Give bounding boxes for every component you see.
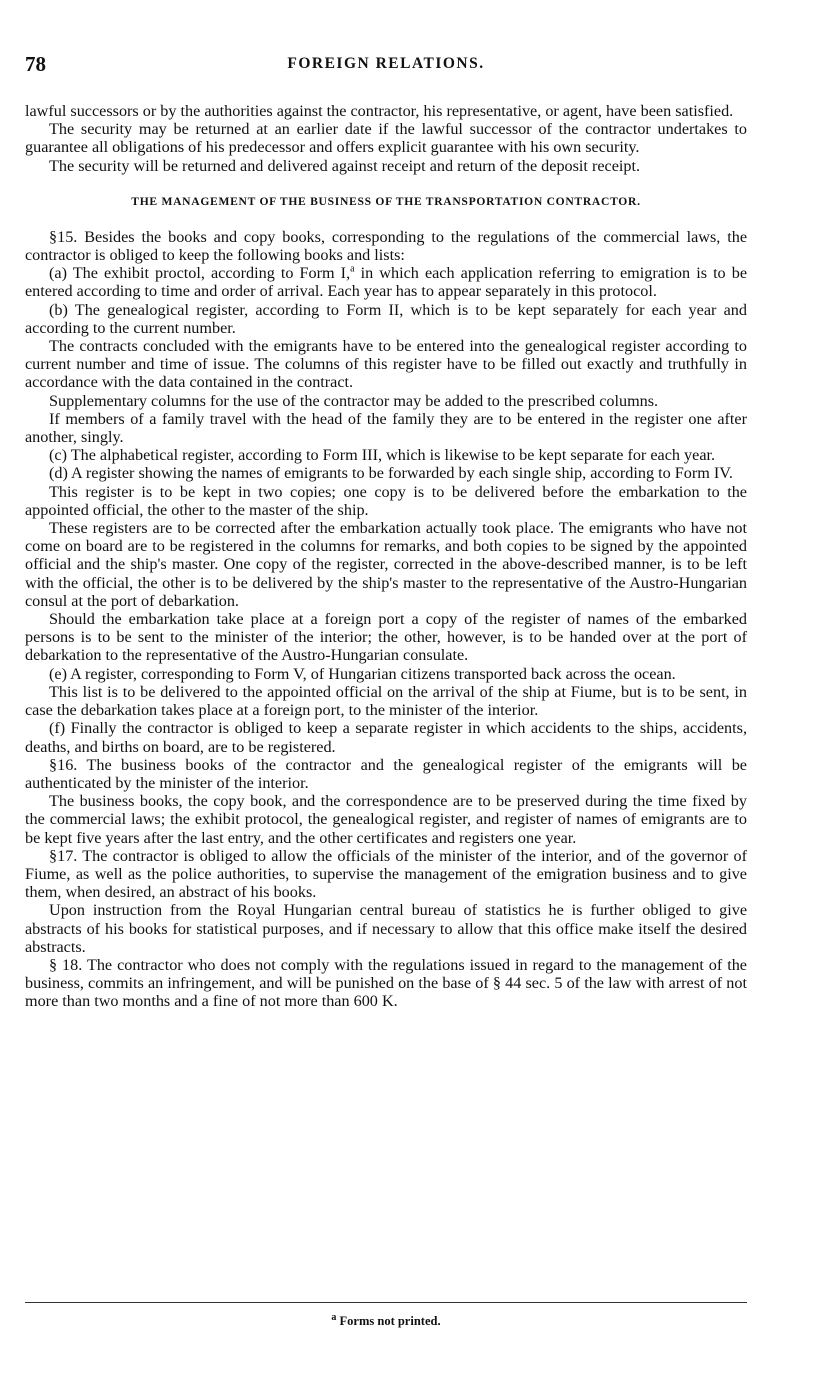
paragraph-section-17: §17. The contractor is obliged to allow the officials of the minister of the interior, and of the governor of Fiume, as well as the police authorities, to supervise the management of the emigration business and to give them, when desired, an abstract of his books. <box>25 846 747 902</box>
paragraph: Supplementary columns for the use of the contractor may be added to the prescribed columns. <box>49 391 659 410</box>
paragraph-item-f: (f) Finally the contractor is obliged to keep a separate register in which accidents to the ships, accidents, deaths, and births on board, are to be registered. <box>25 719 747 756</box>
paragraph: Should the embarkation take place at a foreign port a copy of the register of names of the embarked persons is to be sent to the minister of the interior; the other, however, is to be handed over at the port of debarkation to the representative of the Austro-Hungarian consulate. <box>25 610 747 665</box>
paragraph-section-18: § 18. The contractor who does not comply with the regulations issued in regard to the management of the business, commits an infringement, and will be punished on the base of § 44 sec. 5 of the law with arrest of not more than two months and a fine of not more than 600 K. <box>25 955 747 1011</box>
paragraph-item-a <box>25 264 747 300</box>
paragraph: The security may be returned at an earlier date if the lawful successor of the contractor undertakes to guarantee all obligations of his predecessor and offers explicit guarantee with his own security. <box>25 120 747 157</box>
section-heading: THE MANAGEMENT OF THE BUSINESS OF THE TRANSPORTATION CONTRACTOR. <box>131 194 641 208</box>
paragraph: This list is to be delivered to the appointed official on the arrival of the ship at Fiume, but is to be sent, in case the debarkation takes place at a foreign port, to the minister of the interior. <box>25 682 747 720</box>
paragraph-item-c: (c) The alphabetical register, according to Form III, which is likewise to be kept separate for each year. <box>49 446 716 465</box>
paragraph-item-d: (d) A register showing the names of emigrants to be forwarded by each single ship, according to Form IV. <box>49 464 733 483</box>
footnote <box>25 1311 747 1329</box>
item-a-text: (a) The exhibit proctol, according to Form I, <box>49 264 351 283</box>
paragraph-item-e: (e) A register, corresponding to Form V, of Hungarian citizens transported back across the ocean. <box>49 664 676 683</box>
paragraph: These registers are to be corrected after the embarkation actually took place. The emigrants who have not come on board are to be registered in the columns for remarks, and both copies to be signed by the appointed official and the ship's master. One copy of the register, corrected in the above-described manner, is to be left with the official, the other is to be delivered by the ship's master to the representative of the Austro-Hungarian consul at the port of debarkation. <box>25 519 747 610</box>
running-title: FOREIGN RELATIONS. <box>287 55 485 72</box>
footnote-divider <box>25 1302 747 1303</box>
paragraph: If members of a family travel with the head of the family they are to be entered in the register one after another, singly. <box>25 409 747 447</box>
paragraph: The contracts concluded with the emigrants have to be entered into the genealogical register according to current number and time of issue. The columns of this register have to be filled out exactly and truthfully in accordance with the data contained in the contract. <box>25 337 747 392</box>
paragraph: The security will be returned and delivered against receipt and return of the deposit receipt. <box>49 156 641 175</box>
body-text <box>25 102 747 1011</box>
paragraph: Upon instruction from the Royal Hungarian central bureau of statistics he is further obliged to give abstracts of his books for statistical purposes, and if necessary to allow that this office make itself the desired abstracts. <box>25 901 747 956</box>
footnote-marker: a <box>350 263 355 275</box>
paragraph: lawful successors or by the authorities against the contractor, his representative, or agent, have been satisfied. <box>25 102 734 120</box>
item-a-text-cont: in which each application referring to emigration is to be entered according to time and order of arrival. Each year has to appear separately in this protocol. <box>25 264 748 301</box>
footnote-marker: a <box>331 1311 337 1323</box>
paragraph: The business books, the copy book, and the correspondence are to be preserved during the time fixed by the commercial laws; the exhibit protocol, the genealogical register, and register of names of emigrants are to be kept five years after the last entry, and the other certificates and registers one year. <box>25 792 747 847</box>
paragraph-section-15: §15. Besides the books and copy books, corresponding to the regulations of the commercial laws, the contractor is obliged to keep the following books and lists: <box>25 227 747 265</box>
page-header <box>25 52 747 82</box>
paragraph-item-b: (b) The genealogical register, according to Form II, which is to be kept separately for each year and according to the current number. <box>25 300 747 337</box>
document-page <box>25 52 748 1328</box>
footnote-text: Forms not printed. <box>336 1314 441 1328</box>
paragraph-section-16: §16. The business books of the contractor and the genealogical register of the emigrants will be authenticated by the minister of the interior. <box>25 755 747 792</box>
paragraph: This register is to be kept in two copies; one copy is to be delivered before the embarkation to the appointed official, the other to the master of the ship. <box>25 482 747 519</box>
page-number: 78 <box>25 52 46 76</box>
